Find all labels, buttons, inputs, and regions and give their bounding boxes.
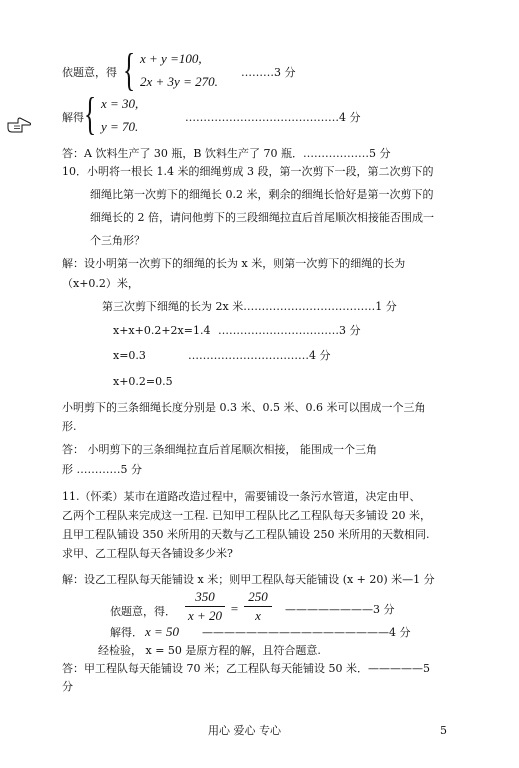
q10-step2-score: ……………………………3 分: [218, 324, 361, 337]
fraction-denominator-2: x: [255, 608, 261, 623]
fraction-denominator: x + 20: [187, 608, 223, 623]
q10-line1: 10．小明将一根长 1.4 米的细绳剪成 3 段，第一次剪下一段，第二次剪下的: [62, 165, 434, 178]
page-number: 5: [440, 724, 447, 737]
answer-9: 答：A 饮料生产了 30 瓶，B 饮料生产了 70 瓶．………………5 分: [62, 147, 391, 160]
q11-equals-sign: =: [230, 601, 239, 616]
q11-check: 经检验， x = 50 是原方程的解，且符合题意.: [98, 644, 321, 657]
q10-answer-2: 形 …………5 分: [62, 463, 142, 476]
q11-solve-score: —————————————————4 分: [202, 626, 411, 639]
q11-solution-1: 解：设乙工程队每天能铺设 x 米；则甲工程队每天能铺设 (x + 20) 米—1 分: [62, 573, 435, 586]
q11-line4: 求甲、乙工程队每天各铺设多少米?: [62, 547, 233, 560]
system2-label: 解得: [62, 111, 84, 124]
q11-equation-score: ————————3 分: [285, 603, 395, 616]
q10-step3-score: ……………………………4 分: [188, 349, 331, 362]
footer-motto: 用心 爱心 专心: [208, 724, 281, 737]
q11-answer-2: 分: [62, 680, 73, 693]
system2-eq2: y = 70.: [101, 119, 139, 134]
fraction-numerator-2: 250: [248, 589, 268, 604]
q10-step3-eq: x=0.3: [113, 349, 146, 362]
q10-solution-2: （x+0.2）米，: [62, 277, 139, 290]
q10-line4: 个三角形？: [90, 234, 145, 247]
q10-solution-1: 解：设小明第一次剪下的细绳的长为 x 米，则第一次剪下的细绳的长为: [62, 257, 406, 270]
pointing-hand-icon: [6, 115, 32, 135]
q10-line3: 细绳长的 2 倍，请问他剪下的三段细绳拉直后首尾顺次相接能否围成一: [90, 211, 434, 224]
q11-fraction-left: [185, 589, 225, 624]
q11-solve-label: 解得．: [110, 626, 143, 639]
q11-fraction-right: [244, 589, 272, 624]
q10-step2-eq: x+x+0.2+2x=1.4: [113, 324, 211, 337]
fraction-numerator: 350: [195, 589, 215, 604]
q10-conclusion-2: 形.: [62, 420, 77, 433]
q10-line2: 细绳比第一次剪下的细绳长 0.2 米，剩余的细绳长恰好是第一次剪下的: [90, 188, 434, 201]
q10-answer-1: 答： 小明剪下的三条细绳拉直后首尾顺次相接， 能围成一个三角: [62, 443, 377, 456]
q11-line3: 且甲工程队铺设 350 米所用的天数与乙工程队铺设 250 米所用的天数相同.: [62, 528, 430, 541]
system1-eq2: 2x + 3y = 270.: [140, 74, 218, 89]
q10-step1: 第三次剪下细绳的长为 2x 米………………………………1 分: [102, 300, 397, 313]
q11-solve-value: x = 50: [145, 624, 180, 639]
system1-score: ………3 分: [241, 66, 296, 79]
left-brace-icon: {: [123, 44, 136, 95]
system2-eq1: x = 30,: [101, 96, 139, 111]
q11-line1: 11.（怀柔）某市在道路改造过程中，需要铺设一条污水管道，决定由甲、: [62, 490, 421, 503]
q10-step4-eq: x+0.2=0.5: [113, 375, 173, 388]
q11-equation-label: 依题意，得．: [110, 605, 176, 618]
system1-label: 依题意，得: [62, 66, 117, 79]
system1-eq1: x + y =100,: [140, 51, 202, 66]
q11-answer-1: 答：甲工程队每天能铺设 70 米；乙工程队每天能铺设 50 米．—————5: [62, 662, 430, 675]
q11-line2: 乙两个工程队来完成这一工程. 已知甲工程队比乙工程队每天多铺设 20 米，: [62, 509, 431, 522]
system2-score: ……………………………………4 分: [185, 111, 361, 124]
left-brace-icon-2: {: [84, 88, 97, 139]
q10-conclusion-1: 小明剪下的三条细绳长度分别是 0.3 米、0.5 米、0.6 米可以围成一个三角: [62, 401, 426, 414]
